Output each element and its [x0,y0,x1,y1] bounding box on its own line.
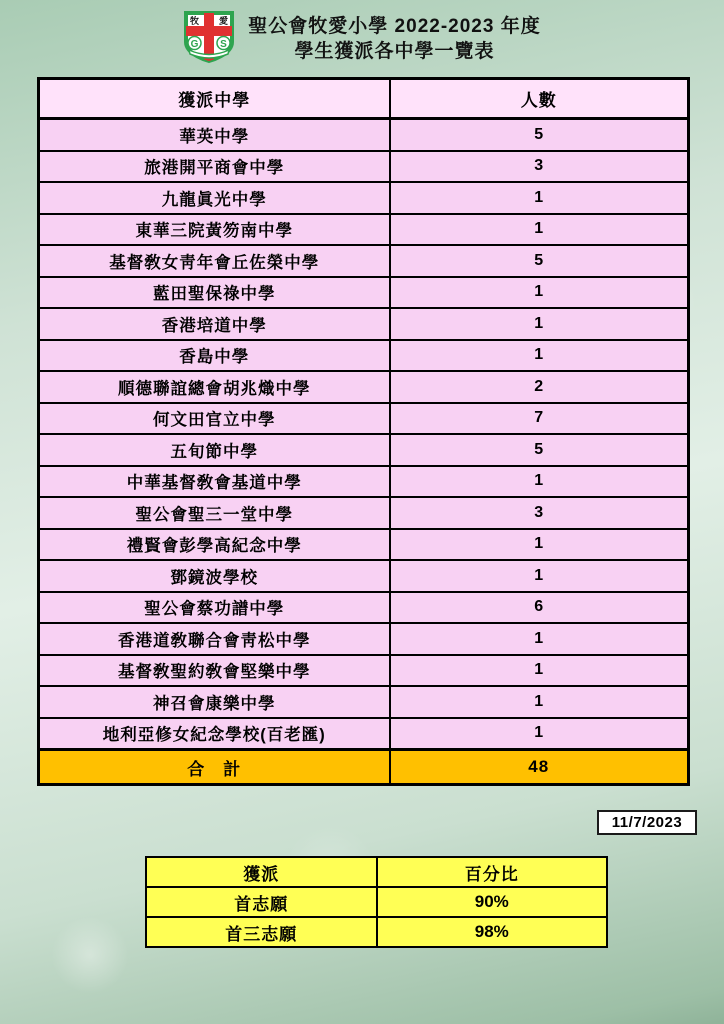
school-name-cell: 聖公會聖三一堂中學 [39,497,390,529]
school-name-cell: 東華三院黃笏南中學 [39,214,390,246]
table-row [39,403,689,435]
student-count-cell: 1 [390,277,689,309]
percent-value-cell: 98% [377,917,608,947]
table-row [39,718,689,750]
student-count-cell: 1 [390,560,689,592]
student-count-cell: 3 [390,151,689,183]
page-header [0,0,724,67]
total-value: 48 [390,750,689,785]
allocation-header-row [39,79,689,119]
table-row [39,182,689,214]
percentage-table [145,856,608,948]
allocation-table [37,77,690,786]
choice-label-cell: 首三志願 [146,917,377,947]
school-name-cell: 基督敎聖約敎會堅樂中學 [39,655,390,687]
table-row [39,277,689,309]
student-count-cell: 1 [390,466,689,498]
school-name-cell: 華英中學 [39,119,390,151]
percentage-table-body [146,887,607,947]
table-row [39,466,689,498]
student-count-cell: 5 [390,245,689,277]
table-row [39,434,689,466]
column-header-percent: 百分比 [377,857,608,887]
table-row [39,119,689,151]
table-row [39,214,689,246]
total-row [39,750,689,785]
student-count-cell: 7 [390,403,689,435]
table-row [39,592,689,624]
table-row [39,308,689,340]
student-count-cell: 2 [390,371,689,403]
school-name-cell: 基督敎女靑年會丘佐榮中學 [39,245,390,277]
school-name-cell: 聖公會蔡功譜中學 [39,592,390,624]
table-row [39,497,689,529]
page-title-line1: 聖公會牧愛小學 2022-2023 年度 [248,16,541,37]
date-box [597,810,697,835]
school-name-cell: 地利亞修女紀念學校(百老匯) [39,718,390,750]
total-label: 合 計 [39,750,390,785]
school-name-cell: 香港培道中學 [39,308,390,340]
school-name-cell: 禮賢會彭學高紀念中學 [39,529,390,561]
column-header-count: 人數 [390,79,689,119]
choice-label-cell: 首志願 [146,887,377,917]
school-name-cell: 旅港開平商會中學 [39,151,390,183]
table-row [146,887,607,917]
logo-char-right: 愛 [219,15,229,26]
logo-letter-g: G [190,38,199,50]
school-name-cell: 神召會康樂中學 [39,686,390,718]
school-name-cell: 順德聯誼總會胡兆熾中學 [39,371,390,403]
student-count-cell: 1 [390,308,689,340]
school-name-cell: 藍田聖保祿中學 [39,277,390,309]
student-count-cell: 5 [390,119,689,151]
school-name-cell: 中華基督敎會基道中學 [39,466,390,498]
student-count-cell: 1 [390,623,689,655]
student-count-cell: 1 [390,718,689,750]
page-title [248,14,540,64]
student-count-cell: 1 [390,655,689,687]
school-crest-icon [183,10,235,64]
school-name-cell: 香港道敎聯合會靑松中學 [39,623,390,655]
table-row [39,371,689,403]
student-count-cell: 3 [390,497,689,529]
student-count-cell: 1 [390,686,689,718]
school-logo [183,10,235,69]
student-count-cell: 6 [390,592,689,624]
page-title-line2: 學生獲派各中學一覽表 [294,41,495,62]
table-row [39,560,689,592]
student-count-cell: 1 [390,182,689,214]
school-name-cell: 香島中學 [39,340,390,372]
logo-char-left: 牧 [190,15,200,26]
school-name-cell: 鄧鏡波學校 [39,560,390,592]
table-row [39,655,689,687]
table-row [39,686,689,718]
student-count-cell: 1 [390,214,689,246]
table-row [39,245,689,277]
student-count-cell: 1 [390,529,689,561]
column-header-school: 獲派中學 [39,79,390,119]
table-row [39,340,689,372]
table-row [39,151,689,183]
column-header-category: 獲派 [146,857,377,887]
date-text: 11/7/2023 [611,814,683,831]
school-name-cell: 五旬節中學 [39,434,390,466]
allocation-table-body [39,119,689,750]
percent-value-cell: 90% [377,887,608,917]
percentage-header-row [146,857,607,887]
school-name-cell: 何文田官立中學 [39,403,390,435]
student-count-cell: 5 [390,434,689,466]
school-name-cell: 九龍眞光中學 [39,182,390,214]
logo-letter-s: S [220,38,228,50]
table-row [39,529,689,561]
student-count-cell: 1 [390,340,689,372]
table-row [39,623,689,655]
table-row [146,917,607,947]
